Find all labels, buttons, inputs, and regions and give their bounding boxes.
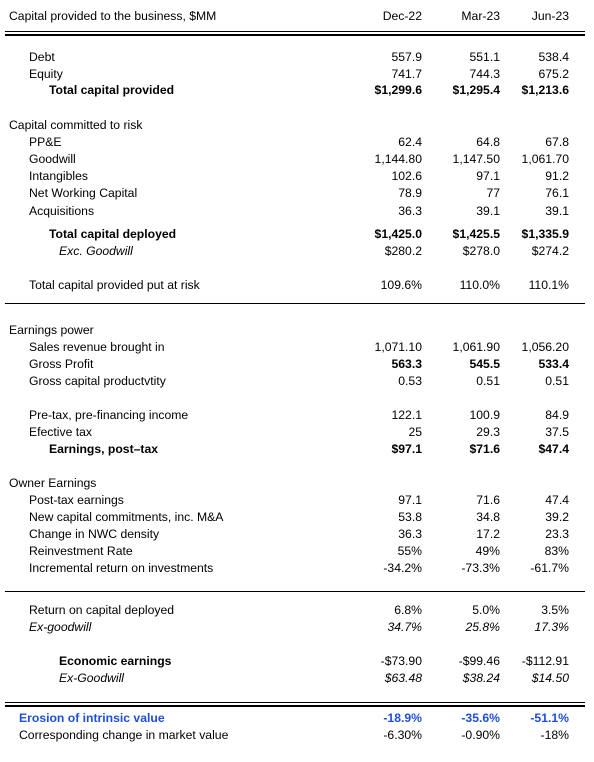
row-value: 67.8	[545, 135, 569, 149]
row-value: 25	[408, 425, 422, 439]
row-value: $14.50	[531, 671, 569, 685]
period-header: Jun-23	[531, 9, 569, 23]
table-row	[0, 424, 594, 441]
row-value: 23.3	[545, 527, 569, 541]
row-value: $63.48	[384, 671, 422, 685]
row-value: -6.30%	[383, 728, 422, 742]
row-label: Net Working Capital	[29, 186, 138, 200]
period-header: Mar-23	[461, 9, 500, 23]
row-value: 55%	[397, 544, 422, 558]
row-label: Intangibles	[29, 169, 88, 183]
row-value: 551.1	[469, 50, 500, 64]
row-value: -73.3%	[461, 561, 500, 575]
row-value: 77	[486, 186, 500, 200]
row-label: Equity	[29, 67, 63, 81]
row-label: Ex-Goodwill	[59, 671, 125, 685]
table-row	[0, 243, 594, 260]
table-row	[0, 670, 594, 687]
row-value: $1,335.9	[521, 227, 569, 241]
total-row	[0, 82, 594, 99]
row-label: Pre-tax, pre-financing income	[29, 408, 189, 422]
row-value: 62.4	[398, 135, 422, 149]
table-row	[0, 727, 594, 744]
row-value: 49%	[475, 544, 500, 558]
table-row	[0, 49, 594, 66]
row-value: $1,299.6	[374, 83, 422, 97]
row-label: Incremental return on investments	[29, 561, 214, 575]
row-value: 3.5%	[541, 603, 569, 617]
row-label: Post-tax earnings	[29, 493, 124, 507]
table-row	[0, 203, 594, 220]
table-row	[0, 168, 594, 185]
total-row	[0, 441, 594, 458]
section-heading: Earnings power	[9, 323, 94, 337]
row-value: 0.51	[476, 374, 500, 388]
table-header-row	[0, 8, 594, 25]
row-value: 110.0%	[459, 278, 500, 292]
row-value: 39.1	[545, 204, 569, 218]
row-value: 538.4	[538, 50, 569, 64]
section-divider	[5, 303, 585, 304]
row-value: 29.3	[476, 425, 500, 439]
row-value: 100.9	[469, 408, 500, 422]
row-label: Gross capital productvtity	[29, 374, 166, 388]
row-value: $274.2	[531, 244, 569, 258]
row-value: $1,425.5	[452, 227, 500, 241]
section-heading-row	[0, 475, 594, 492]
row-value: 53.8	[398, 510, 422, 524]
row-value: $1,295.4	[452, 83, 500, 97]
row-label: Sales revenue brought in	[29, 340, 165, 354]
row-value: -18%	[540, 728, 569, 742]
row-value: 533.4	[538, 357, 569, 371]
row-label: Efective tax	[29, 425, 92, 439]
row-value: 102.6	[391, 169, 422, 183]
row-label: Return on capital deployed	[29, 603, 174, 617]
row-value: $71.6	[469, 442, 500, 456]
table-row	[0, 339, 594, 356]
table-row	[0, 151, 594, 168]
row-value: -34.2%	[383, 561, 422, 575]
row-value: $38.24	[462, 671, 500, 685]
table-row	[0, 543, 594, 560]
row-label: Earnings, post–tax	[49, 442, 159, 456]
row-value: 109.6%	[380, 278, 422, 292]
table-row	[0, 560, 594, 577]
row-value: $97.1	[391, 442, 422, 456]
row-label: Exc. Goodwill	[59, 244, 133, 258]
table-row	[0, 619, 594, 636]
row-value: $47.4	[538, 442, 569, 456]
row-value: 39.2	[545, 510, 569, 524]
row-value: $1,213.6	[521, 83, 569, 97]
row-value: 76.1	[545, 186, 569, 200]
table-row	[0, 509, 594, 526]
row-value: 17.2	[476, 527, 500, 541]
row-value: -51.1%	[530, 711, 569, 725]
row-label: Debt	[29, 50, 55, 64]
period-header: Dec-22	[382, 9, 422, 23]
row-value: 37.5	[545, 425, 569, 439]
row-value: 741.7	[391, 67, 422, 81]
row-label: PP&E	[29, 135, 62, 149]
row-label: Gross Profit	[29, 357, 94, 371]
table-row	[0, 66, 594, 83]
row-value: 5.0%	[472, 603, 500, 617]
row-value: -$112.91	[521, 654, 569, 668]
row-value: 34.8	[476, 510, 500, 524]
table-row	[0, 407, 594, 424]
row-value: 1,056.20	[521, 340, 569, 354]
row-value: -61.7%	[530, 561, 569, 575]
section-divider	[5, 591, 585, 592]
row-value: 34.7%	[387, 620, 422, 634]
row-value: 744.3	[469, 67, 500, 81]
row-value: 1,061.90	[452, 340, 500, 354]
row-value: 47.4	[545, 493, 569, 507]
row-value: $1,425.0	[374, 227, 422, 241]
row-label: New capital commitments, inc. M&A	[29, 510, 224, 524]
row-label: Total capital provided put at risk	[29, 278, 200, 292]
row-value: 6.8%	[394, 603, 422, 617]
table-row	[0, 277, 594, 294]
row-label: Total capital provided	[49, 83, 175, 97]
row-value: 545.5	[469, 357, 500, 371]
table-row	[0, 373, 594, 390]
table-row	[0, 526, 594, 543]
row-value: -$73.90	[380, 654, 422, 668]
row-value: 39.1	[476, 204, 500, 218]
row-value: 563.3	[391, 357, 422, 371]
row-value: 0.51	[545, 374, 569, 388]
row-value: 71.6	[476, 493, 500, 507]
row-value: 36.3	[398, 527, 422, 541]
row-value: 0.53	[398, 374, 422, 388]
section-heading: Capital committed to risk	[9, 118, 143, 132]
row-value: 25.8%	[465, 620, 500, 634]
row-label: Goodwill	[29, 152, 76, 166]
row-value: -35.6%	[461, 711, 500, 725]
row-value: 84.9	[545, 408, 569, 422]
row-value: 675.2	[538, 67, 569, 81]
row-value: 110.1%	[528, 278, 569, 292]
row-value: -0.90%	[461, 728, 500, 742]
section-divider	[5, 702, 585, 703]
row-label: Ex-goodwill	[29, 620, 92, 634]
row-value: 97.1	[476, 169, 500, 183]
row-value: $278.0	[462, 244, 500, 258]
section-heading-row	[0, 117, 594, 134]
row-label: Erosion of intrinsic value	[19, 711, 165, 725]
table-row	[0, 653, 594, 670]
highlight-row	[0, 710, 594, 727]
row-label: Total capital deployed	[49, 227, 177, 241]
row-value: 91.2	[545, 169, 569, 183]
row-value: $280.2	[384, 244, 422, 258]
table-row	[0, 356, 594, 373]
row-label: Corresponding change in market value	[19, 728, 229, 742]
row-value: 64.8	[476, 135, 500, 149]
table-row	[0, 492, 594, 509]
row-label: Economic earnings	[59, 654, 172, 668]
row-label: Change in NWC density	[29, 527, 160, 541]
row-value: -18.9%	[383, 711, 422, 725]
row-value: 17.3%	[534, 620, 569, 634]
row-value: 122.1	[391, 408, 422, 422]
row-value: 1,147.50	[452, 152, 500, 166]
section-heading-row	[0, 322, 594, 339]
row-value: 78.9	[398, 186, 422, 200]
row-value: 557.9	[391, 50, 422, 64]
total-row	[0, 226, 594, 243]
table-row	[0, 185, 594, 202]
row-value: 97.1	[398, 493, 422, 507]
section-heading: Owner Earnings	[9, 476, 97, 490]
row-label: Reinvestment Rate	[29, 544, 133, 558]
row-value: -$99.46	[458, 654, 500, 668]
header-divider	[5, 31, 585, 32]
row-value: 1,071.10	[374, 340, 422, 354]
table-row	[0, 602, 594, 619]
row-value: 36.3	[398, 204, 422, 218]
section-divider	[5, 705, 585, 707]
row-value: 1,061.70	[521, 152, 569, 166]
header-divider	[5, 34, 585, 36]
table-title: Capital provided to the business, $MM	[9, 9, 217, 23]
table-row	[0, 134, 594, 151]
row-value: 83%	[544, 544, 569, 558]
row-label: Acquisitions	[29, 204, 95, 218]
row-value: 1,144.80	[374, 152, 422, 166]
